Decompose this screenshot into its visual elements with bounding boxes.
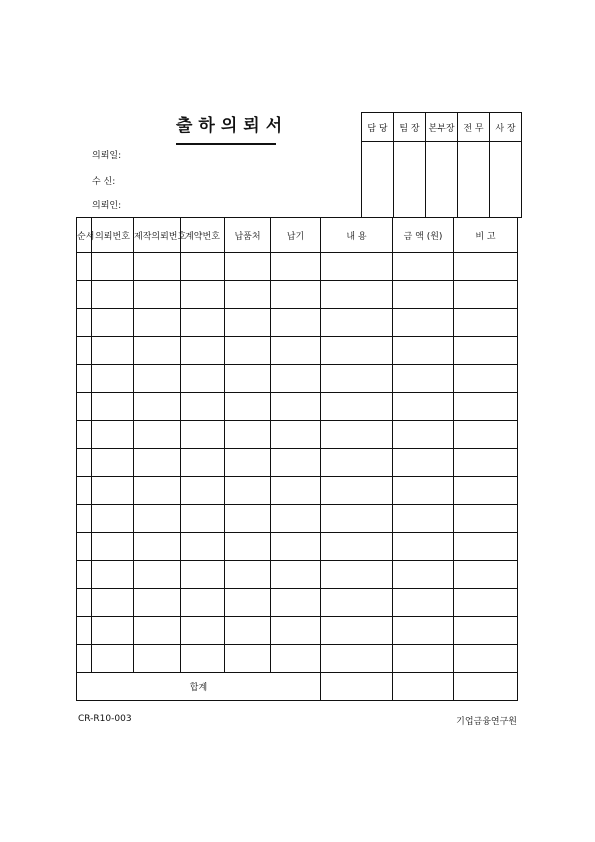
- approval-sign-box[interactable]: [394, 142, 426, 218]
- due-date-cell[interactable]: [271, 365, 321, 393]
- amount-cell[interactable]: [393, 281, 454, 309]
- approval-sign-box[interactable]: [426, 142, 458, 218]
- due-date-cell[interactable]: [271, 477, 321, 505]
- due-date-cell[interactable]: [271, 421, 321, 449]
- contract-number-cell[interactable]: [181, 253, 225, 281]
- request-number-cell[interactable]: [92, 589, 134, 617]
- request-number-cell[interactable]: [92, 421, 134, 449]
- approval-sign-box[interactable]: [362, 142, 394, 218]
- description-cell[interactable]: [321, 281, 393, 309]
- due-date-cell[interactable]: [271, 645, 321, 673]
- request-number-cell[interactable]: [92, 281, 134, 309]
- seq-cell[interactable]: [77, 421, 92, 449]
- contract-number-cell[interactable]: [181, 393, 225, 421]
- total-amount-cell[interactable]: [393, 673, 454, 701]
- request-number-cell[interactable]: [92, 337, 134, 365]
- amount-cell[interactable]: [393, 645, 454, 673]
- description-cell[interactable]: [321, 533, 393, 561]
- header-request-number: 의뢰번호: [92, 218, 134, 253]
- remarks-cell[interactable]: [454, 561, 518, 589]
- remarks-cell[interactable]: [454, 365, 518, 393]
- remarks-cell[interactable]: [454, 281, 518, 309]
- request-number-cell[interactable]: [92, 393, 134, 421]
- delivery-destination-cell[interactable]: [225, 393, 271, 421]
- seq-cell[interactable]: [77, 561, 92, 589]
- request-number-cell[interactable]: [92, 365, 134, 393]
- seq-cell[interactable]: [77, 309, 92, 337]
- description-cell[interactable]: [321, 645, 393, 673]
- contract-number-cell[interactable]: [181, 477, 225, 505]
- due-date-cell[interactable]: [271, 561, 321, 589]
- remarks-cell[interactable]: [454, 617, 518, 645]
- delivery-destination-cell[interactable]: [225, 365, 271, 393]
- table-row: [77, 533, 518, 561]
- due-date-cell[interactable]: [271, 393, 321, 421]
- header-contract-number: 계약번호: [181, 218, 225, 253]
- description-cell[interactable]: [321, 309, 393, 337]
- description-cell[interactable]: [321, 421, 393, 449]
- request-number-cell[interactable]: [92, 309, 134, 337]
- table-row: [77, 449, 518, 477]
- due-date-cell[interactable]: [271, 253, 321, 281]
- table-row: [77, 645, 518, 673]
- amount-cell[interactable]: [393, 617, 454, 645]
- remarks-cell[interactable]: [454, 533, 518, 561]
- description-cell[interactable]: [321, 337, 393, 365]
- recipient-label: 수 신:: [92, 177, 116, 187]
- request-number-cell[interactable]: [92, 253, 134, 281]
- amount-cell[interactable]: [393, 477, 454, 505]
- shipment-request-table: [76, 217, 518, 701]
- seq-cell[interactable]: [77, 505, 92, 533]
- table-row: [77, 617, 518, 645]
- seq-cell[interactable]: [77, 617, 92, 645]
- production-request-number-cell[interactable]: [134, 617, 181, 645]
- amount-cell[interactable]: [393, 589, 454, 617]
- header-due-date: 납기: [271, 218, 321, 253]
- contract-number-cell[interactable]: [181, 281, 225, 309]
- production-request-number-cell[interactable]: [134, 589, 181, 617]
- remarks-cell[interactable]: [454, 393, 518, 421]
- contract-number-cell[interactable]: [181, 561, 225, 589]
- seq-cell[interactable]: [77, 337, 92, 365]
- remarks-cell[interactable]: [454, 421, 518, 449]
- table-row: [77, 253, 518, 281]
- amount-cell[interactable]: [393, 309, 454, 337]
- amount-cell[interactable]: [393, 365, 454, 393]
- amount-cell[interactable]: [393, 337, 454, 365]
- production-request-number-cell[interactable]: [134, 393, 181, 421]
- amount-cell[interactable]: [393, 253, 454, 281]
- request-number-cell[interactable]: [92, 617, 134, 645]
- delivery-destination-cell[interactable]: [225, 477, 271, 505]
- document-title: 출하의뢰서: [176, 111, 276, 145]
- production-request-number-cell[interactable]: [134, 421, 181, 449]
- total-label: 합계: [77, 673, 321, 701]
- delivery-destination-cell[interactable]: [225, 561, 271, 589]
- requester-label: 의뢰인:: [92, 201, 122, 211]
- approval-table: [361, 112, 522, 218]
- header-production-request-number: 제작의뢰번호: [134, 218, 181, 253]
- seq-cell[interactable]: [77, 477, 92, 505]
- table-row: [77, 337, 518, 365]
- delivery-destination-cell[interactable]: [225, 337, 271, 365]
- amount-cell[interactable]: [393, 393, 454, 421]
- amount-cell[interactable]: [393, 449, 454, 477]
- header-remarks: 비 고: [454, 218, 518, 253]
- production-request-number-cell[interactable]: [134, 505, 181, 533]
- amount-cell[interactable]: [393, 421, 454, 449]
- delivery-destination-cell[interactable]: [225, 645, 271, 673]
- contract-number-cell[interactable]: [181, 505, 225, 533]
- approval-sign-box[interactable]: [490, 142, 522, 218]
- delivery-destination-cell[interactable]: [225, 617, 271, 645]
- request-number-cell[interactable]: [92, 477, 134, 505]
- remarks-cell[interactable]: [454, 505, 518, 533]
- table-row: [77, 365, 518, 393]
- contract-number-cell[interactable]: [181, 365, 225, 393]
- due-date-cell[interactable]: [271, 281, 321, 309]
- due-date-cell[interactable]: [271, 449, 321, 477]
- header-description: 내 용: [321, 218, 393, 253]
- organization-name: 기업금융연구원: [456, 717, 517, 727]
- description-cell[interactable]: [321, 589, 393, 617]
- due-date-cell[interactable]: [271, 589, 321, 617]
- table-row: [77, 281, 518, 309]
- seq-cell[interactable]: [77, 253, 92, 281]
- contract-number-cell[interactable]: [181, 309, 225, 337]
- due-date-cell[interactable]: [271, 505, 321, 533]
- request-number-cell[interactable]: [92, 505, 134, 533]
- seq-cell[interactable]: [77, 393, 92, 421]
- amount-cell[interactable]: [393, 505, 454, 533]
- production-request-number-cell[interactable]: [134, 561, 181, 589]
- amount-cell[interactable]: [393, 533, 454, 561]
- remarks-cell[interactable]: [454, 449, 518, 477]
- table-row: [77, 393, 518, 421]
- production-request-number-cell[interactable]: [134, 309, 181, 337]
- description-cell[interactable]: [321, 253, 393, 281]
- production-request-number-cell[interactable]: [134, 281, 181, 309]
- seq-cell[interactable]: [77, 589, 92, 617]
- description-cell[interactable]: [321, 365, 393, 393]
- approval-header-team-lead: 팀 장: [394, 113, 426, 142]
- total-description-cell[interactable]: [321, 673, 393, 701]
- total-remarks-cell[interactable]: [454, 673, 518, 701]
- seq-cell[interactable]: [77, 449, 92, 477]
- description-cell[interactable]: [321, 561, 393, 589]
- due-date-cell[interactable]: [271, 309, 321, 337]
- approval-header-division-head: 본부장: [426, 113, 458, 142]
- description-cell[interactable]: [321, 505, 393, 533]
- request-date-label: 의뢰일:: [92, 151, 122, 161]
- approval-header-staff: 담 당: [362, 113, 394, 142]
- production-request-number-cell[interactable]: [134, 365, 181, 393]
- due-date-cell[interactable]: [271, 617, 321, 645]
- remarks-cell[interactable]: [454, 337, 518, 365]
- description-cell[interactable]: [321, 617, 393, 645]
- seq-cell[interactable]: [77, 645, 92, 673]
- delivery-destination-cell[interactable]: [225, 533, 271, 561]
- table-row: [77, 561, 518, 589]
- approval-header-president: 사 장: [490, 113, 522, 142]
- due-date-cell[interactable]: [271, 533, 321, 561]
- contract-number-cell[interactable]: [181, 337, 225, 365]
- contract-number-cell[interactable]: [181, 449, 225, 477]
- production-request-number-cell[interactable]: [134, 253, 181, 281]
- due-date-cell[interactable]: [271, 337, 321, 365]
- contract-number-cell[interactable]: [181, 533, 225, 561]
- request-number-cell[interactable]: [92, 449, 134, 477]
- delivery-destination-cell[interactable]: [225, 253, 271, 281]
- request-number-cell[interactable]: [92, 533, 134, 561]
- remarks-cell[interactable]: [454, 309, 518, 337]
- header-amount: 금 액 (원): [393, 218, 454, 253]
- table-row: [77, 505, 518, 533]
- delivery-destination-cell[interactable]: [225, 281, 271, 309]
- contract-number-cell[interactable]: [181, 645, 225, 673]
- header-sequence: 순서: [77, 218, 92, 253]
- production-request-number-cell[interactable]: [134, 645, 181, 673]
- table-row: [77, 421, 518, 449]
- delivery-destination-cell[interactable]: [225, 309, 271, 337]
- seq-cell[interactable]: [77, 533, 92, 561]
- production-request-number-cell[interactable]: [134, 449, 181, 477]
- contract-number-cell[interactable]: [181, 421, 225, 449]
- seq-cell[interactable]: [77, 365, 92, 393]
- table-row: [77, 309, 518, 337]
- header-delivery-destination: 납품처: [225, 218, 271, 253]
- description-cell[interactable]: [321, 477, 393, 505]
- delivery-destination-cell[interactable]: [225, 589, 271, 617]
- request-number-cell[interactable]: [92, 561, 134, 589]
- contract-number-cell[interactable]: [181, 617, 225, 645]
- seq-cell[interactable]: [77, 281, 92, 309]
- production-request-number-cell[interactable]: [134, 477, 181, 505]
- production-request-number-cell[interactable]: [134, 533, 181, 561]
- approval-sign-box[interactable]: [458, 142, 490, 218]
- delivery-destination-cell[interactable]: [225, 449, 271, 477]
- remarks-cell[interactable]: [454, 253, 518, 281]
- delivery-destination-cell[interactable]: [225, 505, 271, 533]
- form-code: CR-R10-003: [78, 714, 132, 724]
- description-cell[interactable]: [321, 449, 393, 477]
- production-request-number-cell[interactable]: [134, 337, 181, 365]
- table-row: [77, 589, 518, 617]
- remarks-cell[interactable]: [454, 589, 518, 617]
- remarks-cell[interactable]: [454, 477, 518, 505]
- amount-cell[interactable]: [393, 561, 454, 589]
- approval-header-managing-director: 전 무: [458, 113, 490, 142]
- request-number-cell[interactable]: [92, 645, 134, 673]
- table-row: [77, 477, 518, 505]
- description-cell[interactable]: [321, 393, 393, 421]
- contract-number-cell[interactable]: [181, 589, 225, 617]
- remarks-cell[interactable]: [454, 645, 518, 673]
- delivery-destination-cell[interactable]: [225, 421, 271, 449]
